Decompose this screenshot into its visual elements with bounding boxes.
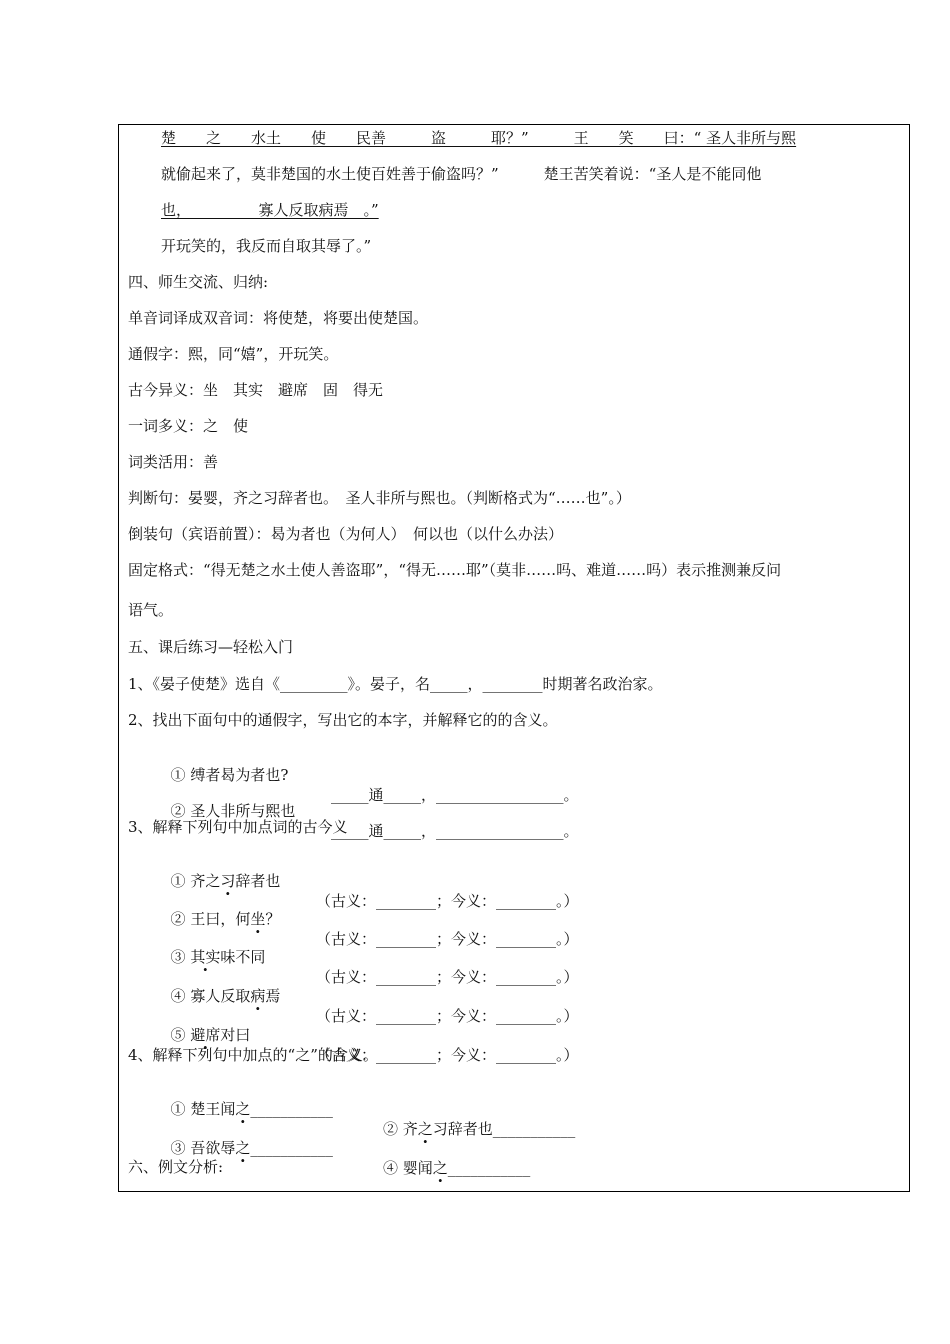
- dotted-word: 病: [250, 987, 266, 1005]
- section4-item: 语气。: [128, 601, 174, 619]
- section5-heading: 五、课后练习—轻松入门: [128, 638, 294, 656]
- q2-blank: _____通_____，_________________。: [331, 822, 579, 840]
- section4-heading: 四、师生交流、归纳:: [128, 273, 269, 291]
- question-3-item: ⑤ 避席对曰 （古义：________；今义：________。）: [170, 1026, 579, 1064]
- translation-line-1: 楚 之 水土 使 民善 盗 耶？” 王 笑 曰：“ 圣人非所与熙: [161, 129, 797, 147]
- question-3-item: ④ 寡人反取病焉 （古义：________；今义：________。）: [170, 987, 579, 1025]
- q4-item-4: ④ 婴闻之___________: [383, 1159, 531, 1177]
- section4-item: 固定格式：“得无楚之水土使人善盗耶”，“得无……耶”（莫非……吗、难道……吗）表示推测兼反问: [128, 561, 782, 579]
- section4-item: 一词多义：之 使: [128, 417, 249, 435]
- dotted-word: 之: [235, 1139, 251, 1157]
- question-4-row: ① 楚王闻之___________ ② 齐之习辞者也___________: [170, 1100, 576, 1138]
- section4-item: 词类活用：善: [128, 453, 219, 471]
- q4-item-2: ② 齐之习辞者也___________: [383, 1120, 576, 1138]
- section4-item: 单音词译成双音词：将使楚，将要出使楚国。: [128, 309, 429, 327]
- section4-item: 判断句：晏婴，齐之习辞者也。 圣人非所与熙也。（判断格式为“……也”。）: [128, 489, 631, 507]
- dotted-word: 习: [220, 872, 236, 890]
- dotted-word: 之: [235, 1100, 251, 1118]
- question-3-item: ① 齐之习辞者也 （古义：________；今义：________。）: [170, 872, 579, 910]
- section6-heading: 六、例文分析:: [128, 1158, 224, 1176]
- q3-blank: （古义：________；今义：________。）: [316, 892, 579, 910]
- dotted-word: 坐: [250, 910, 266, 928]
- section4-item: 古今异义：坐 其实 避席 固 得无: [128, 381, 384, 399]
- translation-line-3: 也， 寡人反取病焉 。”: [161, 201, 379, 219]
- dotted-word: 其实: [190, 948, 221, 966]
- q3-blank: （古义：________；今义：________。）: [316, 968, 579, 986]
- q2-blank: _____通_____，_________________。: [331, 786, 579, 804]
- q3-blank: （古义：________；今义：________。）: [316, 930, 579, 948]
- question-1: 1、《晏子使楚》选自《_________》。晏子，名_____，________时期著名政治家。: [128, 675, 663, 693]
- section4-item: 通假字：熙，同“嬉”，开玩笑。: [128, 345, 339, 363]
- q2-sentence: ① 缚者曷为者也?: [170, 766, 289, 784]
- q3-blank: （古义：________；今义：________。）: [316, 1046, 579, 1064]
- translation-line-2: 就偷起来了，莫非楚国的水土使百姓善于偷盗吗？” 楚王苦笑着说：“圣人是不能同他: [161, 165, 762, 183]
- translation-line-4: 开玩笑的，我反而自取其辱了。”: [161, 237, 372, 255]
- question-2-title: 2、找出下面句中的通假字，写出它的本字，并解释它的的含义。: [128, 711, 558, 729]
- question-4-title: 4、解释下列句中加点的“之”的含义。: [128, 1046, 378, 1064]
- question-3-item: ③ 其实味不同 （古义：________；今义：________。）: [170, 948, 579, 986]
- question-3-item: ② 王曰，何坐？ （古义：________；今义：________。）: [170, 910, 579, 948]
- dotted-word: 之: [432, 1159, 448, 1177]
- q3-blank: （古义：________；今义：________。）: [316, 1007, 579, 1025]
- section4-item: 倒装句（宾语前置）：曷为者也（为何人） 何以也（以什么办法）: [128, 525, 564, 543]
- q2-sentence: ② 圣人非所与熙也: [170, 802, 296, 820]
- question-3-title: 3、解释下列句中加点词的古今义: [128, 818, 348, 836]
- dotted-word: 避席: [190, 1026, 221, 1044]
- dotted-word: 之: [417, 1120, 433, 1138]
- question-4-row: ③ 吾欲辱之___________ ④ 婴闻之___________: [170, 1139, 531, 1177]
